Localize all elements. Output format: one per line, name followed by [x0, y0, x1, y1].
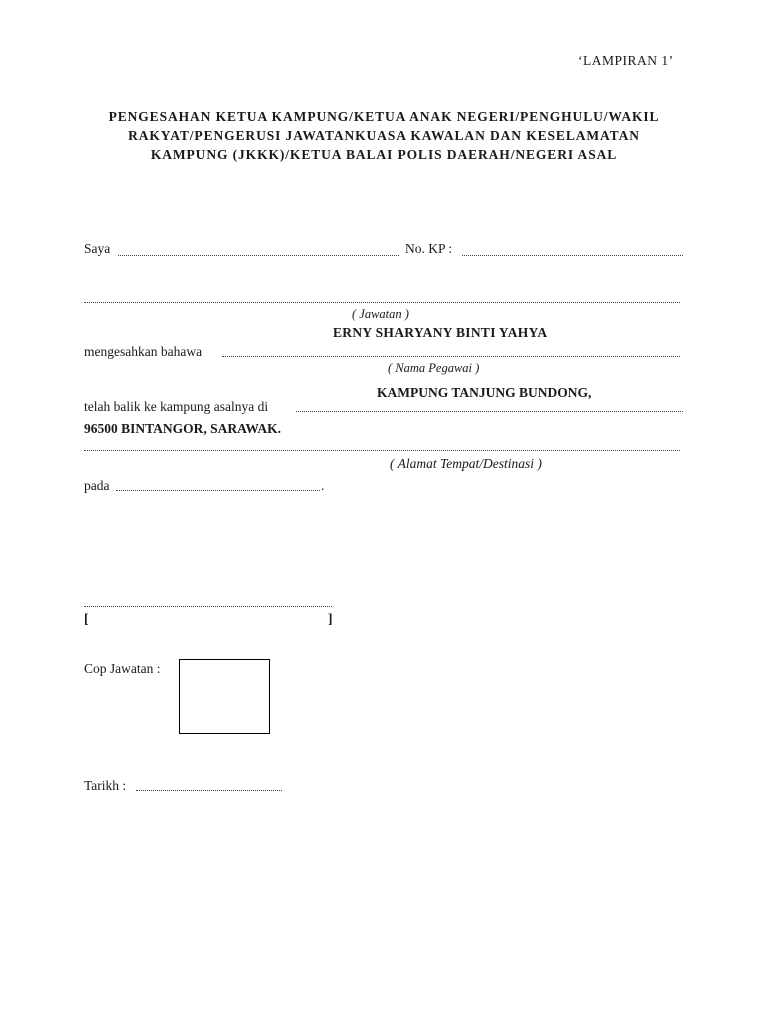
employee-name: ERNY SHARYANY BINTI YAHYA — [333, 325, 548, 340]
pada-trailing: . — [321, 478, 325, 493]
bracket-close: ] — [328, 611, 333, 626]
jawatan-caption: ( Jawatan ) — [352, 307, 409, 321]
cop-jawatan-label: Cop Jawatan : — [84, 661, 161, 676]
no-kp-label: No. KP : — [405, 241, 453, 256]
title-line-1: PENGESAHAN KETUA KAMPUNG/KETUA ANAK NEGERI/PENGHULU/WAKIL — [108, 109, 660, 124]
employee-name-line[interactable] — [222, 356, 680, 357]
stamp-box — [179, 659, 270, 734]
pada-date-line[interactable] — [116, 490, 320, 491]
address-line-1: KAMPUNG TANJUNG BUNDONG, — [377, 385, 592, 400]
signature-line[interactable] — [84, 606, 332, 607]
no-kp-line[interactable] — [462, 255, 683, 256]
pada-label: pada — [84, 478, 110, 493]
returned-label: telah balik ke kampung asalnya di — [84, 399, 269, 414]
address-line-2: 96500 BINTANGOR, SARAWAK. — [84, 421, 282, 436]
title-line-2: RAKYAT/PENGERUSI JAWATANKUASA KAWALAN DAN KESELAMATAN — [128, 128, 640, 143]
bracket-open: [ — [84, 611, 89, 626]
jawatan-line[interactable] — [84, 302, 680, 303]
saya-name-line[interactable] — [118, 255, 399, 256]
alamat-caption: ( Alamat Tempat/Destinasi ) — [390, 456, 542, 471]
certify-label: mengesahkan bahawa — [84, 344, 203, 359]
address-line-1-dots[interactable] — [296, 411, 683, 412]
tarikh-line[interactable] — [136, 790, 282, 791]
appendix-label: ‘LAMPIRAN 1’ — [578, 53, 674, 68]
document-title — [60, 107, 708, 164]
address-line-2-dots[interactable] — [84, 450, 680, 451]
saya-label: Saya — [84, 241, 111, 256]
tarikh-label: Tarikh : — [84, 778, 127, 793]
nama-pegawai-caption: ( Nama Pegawai ) — [388, 361, 480, 375]
title-line-3: KAMPUNG (JKKK)/KETUA BALAI POLIS DAERAH/NEGERI ASAL — [150, 147, 618, 162]
